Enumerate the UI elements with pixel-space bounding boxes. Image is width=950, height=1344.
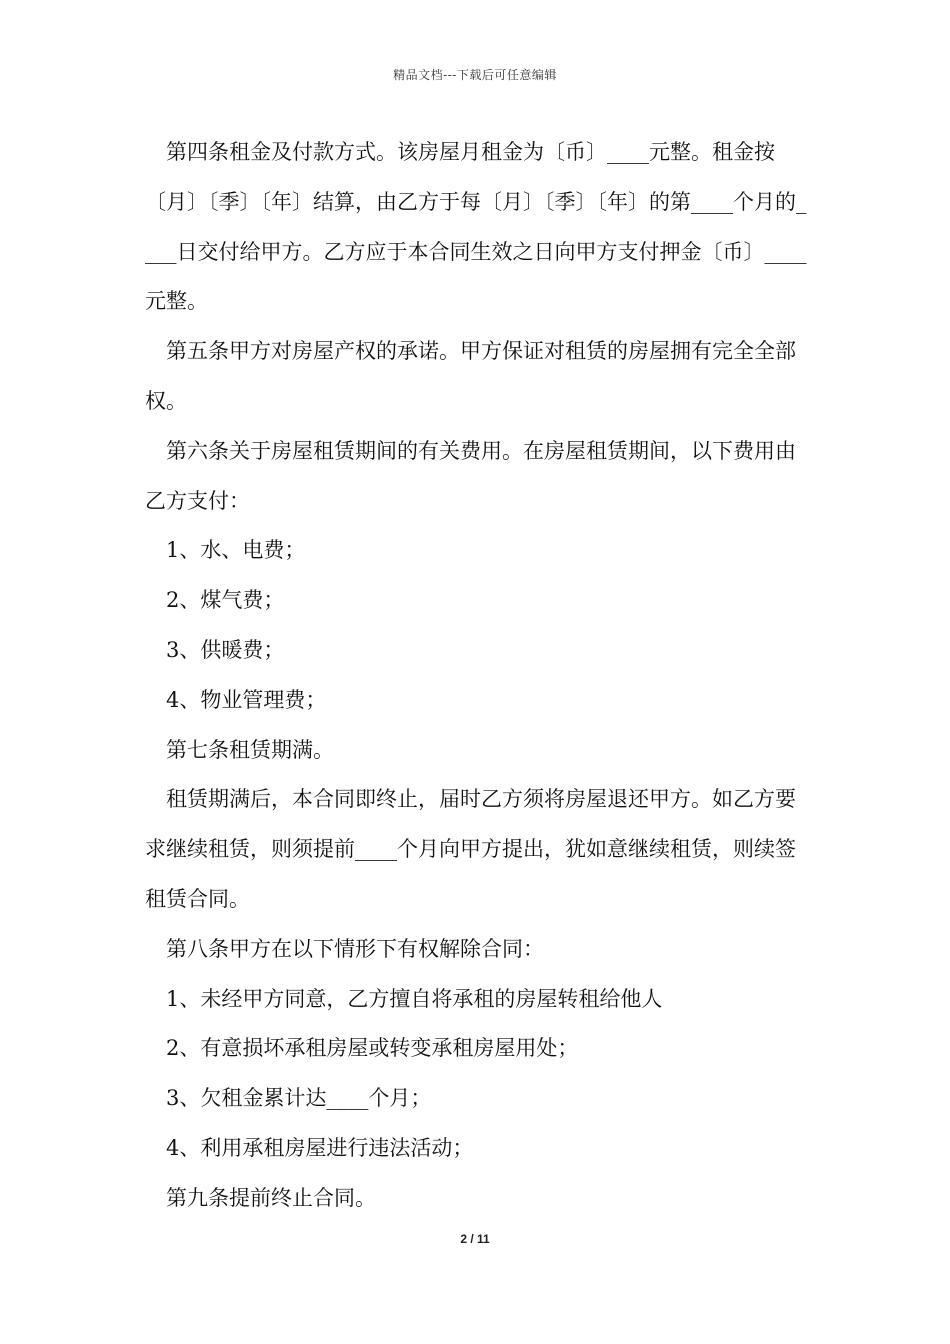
expense-item-1: 1、水、电费； xyxy=(166,538,306,563)
page-header: 精品文档---下载后可任意编辑 xyxy=(393,68,557,82)
clause-9-early-termination: 第九条提前终止合同。 xyxy=(166,1185,376,1210)
page-number: 2 / 11 xyxy=(460,1232,490,1246)
document-body xyxy=(145,128,815,1224)
clause-8-termination-rights: 第八条甲方在以下情形下有权解除合同： xyxy=(166,936,544,961)
clause-7-expiry: 第七条租赁期满。 xyxy=(166,737,334,762)
termination-item-2: 2、有意损坏承租房屋或转变承租房屋用处； xyxy=(166,1036,579,1061)
termination-item-3: 3、欠租金累计达____个月； xyxy=(166,1086,432,1111)
clause-4-rent-payment: 第四条租金及付款方式。该房屋月租金为〔币〕____元整。租金按〔月〕〔季〕〔年〕结算，由乙方于每〔月〕〔季〕〔年〕的第____个月的____日交付给甲方。乙方应于本合同生效之日向甲方支付押金〔币〕____元整。 xyxy=(145,140,807,314)
expense-item-3: 3、供暖费； xyxy=(166,637,285,662)
expense-item-4: 4、物业管理费； xyxy=(166,687,327,712)
termination-item-1: 1、未经甲方同意，乙方擅自将承租的房屋转租给他人 xyxy=(166,986,663,1011)
clause-5-ownership: 第五条甲方对房屋产权的承诺。甲方保证对租赁的房屋拥有完全全部权。 xyxy=(145,339,796,413)
clause-6-expenses: 第六条关于房屋租赁期间的有关费用。在房屋租赁期间，以下费用由乙方支付： xyxy=(145,438,796,513)
expense-item-2: 2、煤气费； xyxy=(166,588,285,613)
clause-7-expiry-detail: 租赁期满后，本合同即终止，届时乙方须将房屋退还甲方。如乙方要求继续租赁，则须提前____个月向甲方提出，犹如意继续租赁，则续签租赁合同。 xyxy=(145,787,796,911)
termination-item-4: 4、利用承租房屋进行违法活动； xyxy=(166,1135,474,1160)
